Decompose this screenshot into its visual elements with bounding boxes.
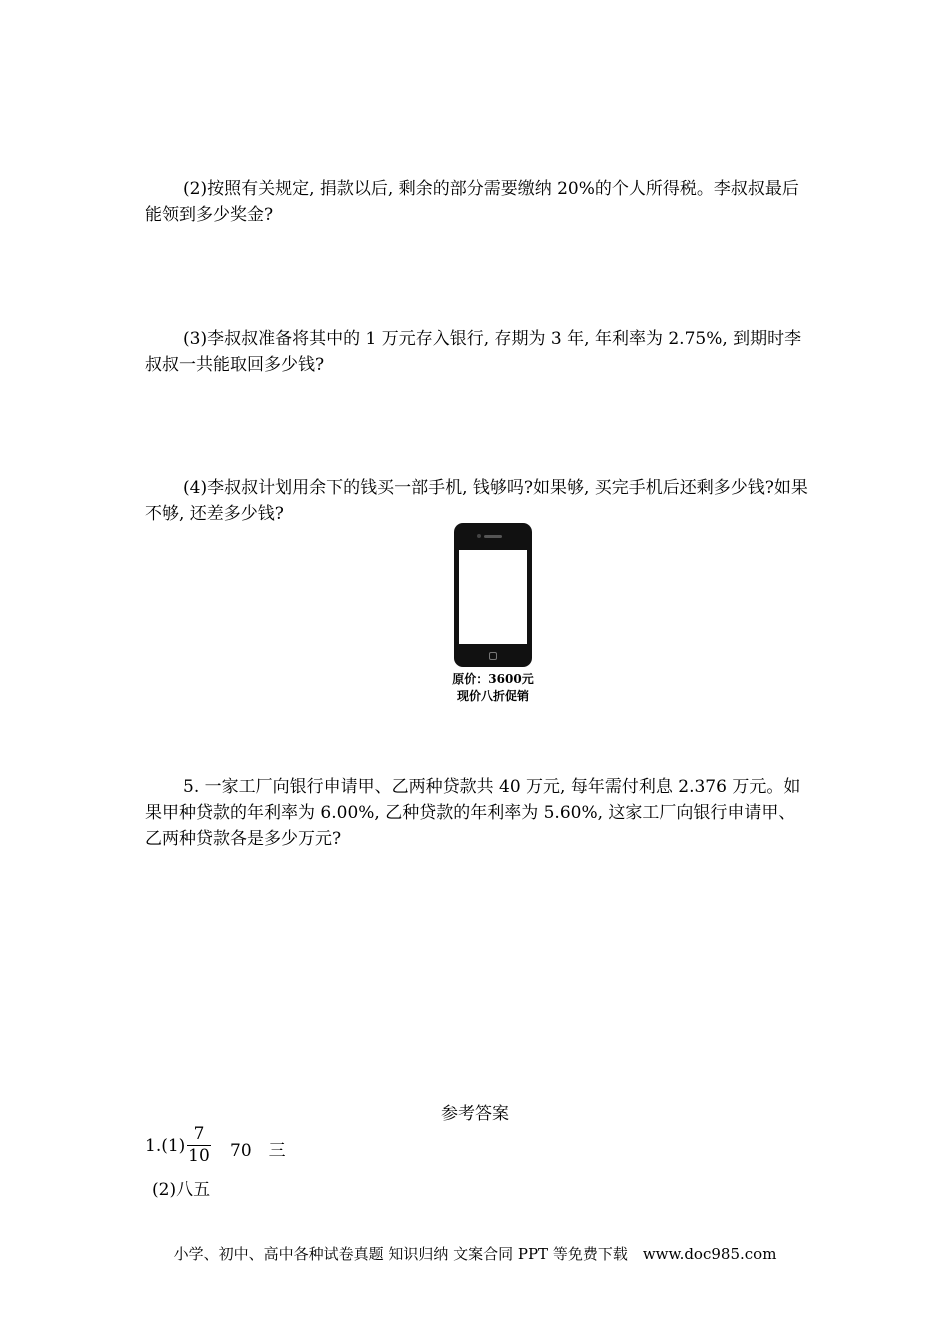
- phone-discount-note: 现价八折促销: [456, 689, 529, 703]
- fraction-numerator: 7: [193, 1124, 205, 1144]
- answer-1-rest: 70 三: [230, 1141, 286, 1161]
- phone-speaker: [484, 535, 502, 538]
- answers-title: 参考答案: [441, 1104, 509, 1124]
- answer-1-fraction: [187, 1124, 211, 1167]
- phone-icon: [454, 523, 532, 667]
- question-3: (3)李叔叔准备将其中的 1 万元存入银行, 存期为 3 年, 年利率为 2.75%, 到期时李叔叔一共能取回多少钱?: [145, 329, 802, 375]
- phone-original-price: 原价：3600元: [452, 672, 534, 686]
- fraction-denominator: 10: [188, 1146, 210, 1166]
- question-2: (2)按照有关规定, 捐款以后, 剩余的部分需要缴纳 20%的个人所得税。李叔叔最后能领到多少奖金?: [145, 179, 799, 225]
- phone-home-button: [489, 652, 497, 660]
- answer-1-lead: 1.(1): [145, 1136, 186, 1156]
- phone-screen: [459, 550, 527, 644]
- phone-camera: [477, 534, 481, 538]
- page-footer: 小学、初中、高中各种试卷真题 知识归纳 文案合同 PPT 等免费下载 www.doc985.com: [173, 1245, 777, 1263]
- answer-2: (2)八五: [152, 1180, 211, 1200]
- question-5: 5. 一家工厂向银行申请甲、乙两种贷款共 40 万元, 每年需付利息 2.376 万元。如果甲种贷款的年利率为 6.00%, 乙种贷款的年利率为 5.60%, 这家工厂向银行申请甲、乙两种贷款各是多少万元?: [145, 777, 801, 849]
- question-4: (4)李叔叔计划用余下的钱买一部手机, 钱够吗?如果够, 买完手机后还剩多少钱?如果不够, 还差多少钱?: [145, 478, 808, 524]
